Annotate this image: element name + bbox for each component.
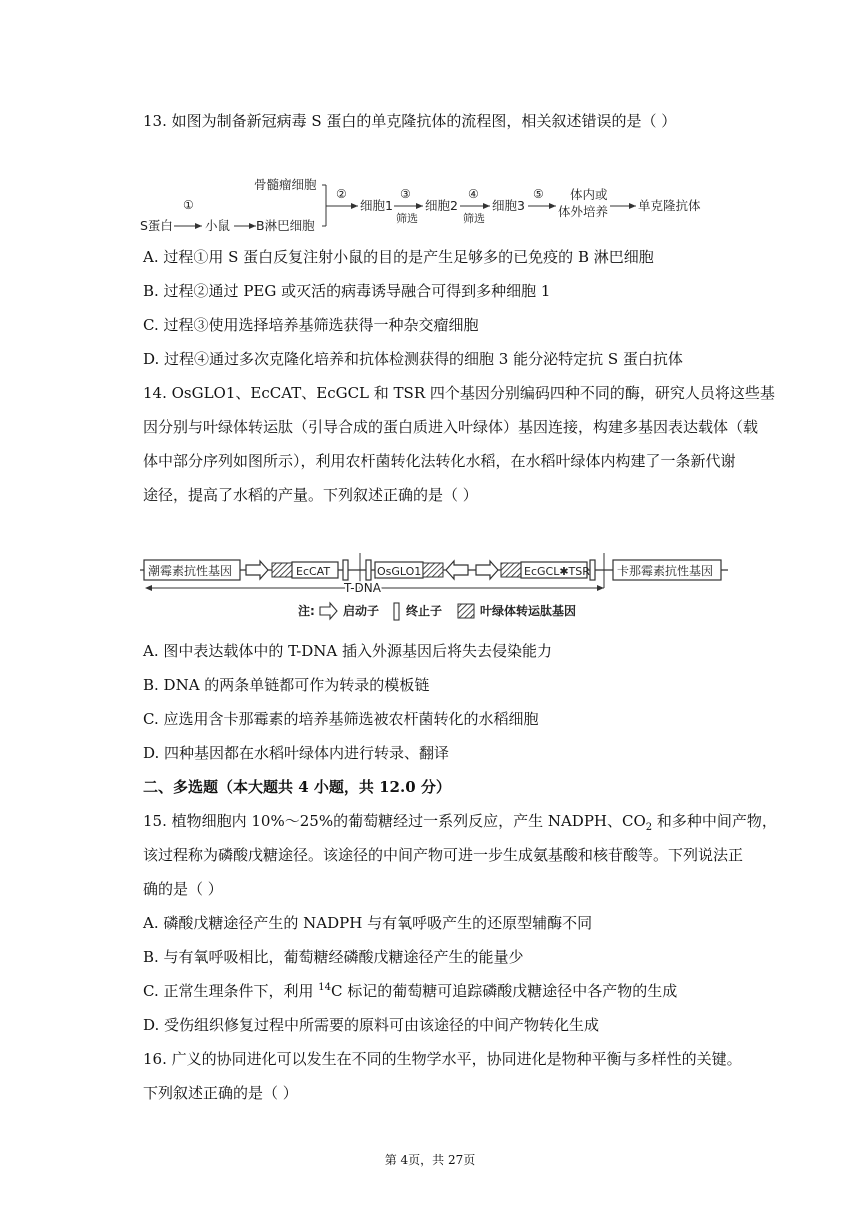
q16-stem-line-1: 16. 广义的协同进化可以发生在不同的生物学水平，协同进化是物种平衡与多样性的关键。 xyxy=(143,1050,742,1068)
legend-terminator: 终止子 xyxy=(406,604,443,618)
gene-osglo1: OsGLO1 xyxy=(377,565,422,578)
q15-option-b: B. 与有氧呼吸相比，葡萄糖经磷酸戊糖途径产生的能量少 xyxy=(143,948,524,966)
legend-note: 注: xyxy=(298,604,315,618)
q15-option-c: C. 正常生理条件下，利用 $^{14}$C 标记的葡萄糖可追踪磷酸戊糖途径中各产物的生成 xyxy=(143,982,678,1000)
legend-terminator-icon xyxy=(394,603,399,620)
gene-ecgcl-tsr: EcGCL✱TSR xyxy=(524,565,590,578)
q15-stem-line-3: 确的是（ ） xyxy=(143,880,223,898)
flow-screen4: 筛选 xyxy=(463,212,485,225)
flow-step5: ⑤ xyxy=(533,187,544,201)
q15-stem-line-1: 15. 植物细胞内 10%～25%的葡萄糖经过一系列反应，产生 NADPH、$CO_2$ 和多种中间产物， xyxy=(143,812,777,833)
q14-option-b: B. DNA 的两条单链都可作为转录的模板链 xyxy=(143,676,430,694)
q16-stem-line-2: 下列叙述正确的是（ ） xyxy=(143,1084,298,1102)
legend-promoter: 启动子 xyxy=(343,604,380,618)
q14-stem-line-2: 因分别与叶绿体转运肽（引导合成的蛋白质进入叶绿体）基因连接，构建多基因表达载体（载 xyxy=(143,418,759,436)
flow-step3: ③ xyxy=(400,187,411,201)
q14-stem-line-4: 途径，提高了水稻的产量。下列叙述正确的是（ ） xyxy=(143,486,478,504)
flow-s-protein: S蛋白 xyxy=(140,218,173,233)
q14-option-d: D. 四种基因都在水稻叶绿体内进行转录、翻译 xyxy=(143,744,450,762)
q13-flow-diagram xyxy=(138,172,718,238)
terminator-icon-2 xyxy=(366,560,371,580)
flow-step2: ② xyxy=(336,187,347,201)
legend-transit: 叶绿体转运肽基因 xyxy=(480,604,577,618)
legend-transit-icon xyxy=(458,604,474,618)
gene-hyg: 潮霉素抗性基因 xyxy=(148,564,233,578)
terminator-icon-1 xyxy=(343,560,348,580)
flow-step1: ① xyxy=(183,198,194,212)
flow-mouse: 小鼠 xyxy=(205,218,231,233)
promoter-icon-3 xyxy=(476,561,498,579)
q14-option-a: A. 图中表达载体中的 T-DNA 插入外源基因后将失去侵染能力 xyxy=(143,642,553,660)
section-2-heading: 二、多选题（本大题共 4 小题，共 12.0 分） xyxy=(143,778,451,796)
flow-step4: ④ xyxy=(468,187,479,201)
flow-culture-b: 体外培养 xyxy=(558,204,609,219)
flow-cell1: 细胞1 xyxy=(360,198,393,213)
q15-option-a: A. 磷酸戊糖途径产生的 NADPH 与有氧呼吸产生的还原型辅酶不同 xyxy=(143,914,593,932)
terminator-icon-3 xyxy=(590,560,595,580)
flow-cell3: 细胞3 xyxy=(492,198,525,213)
q13-option-c: C. 过程③使用选择培养基筛选获得一种杂交瘤细胞 xyxy=(143,316,479,334)
q13-option-a: A. 过程①用 S 蛋白反复注射小鼠的目的是产生足够多的已免疫的 B 淋巴细胞 xyxy=(143,248,654,266)
q14-stem-line-1: 14. OsGLO1、EcCAT、EcGCL 和 TSR 四个基因分别编码四种不同的酶，研究人员将这些基 xyxy=(143,384,775,402)
q13-stem: 13. 如图为制备新冠病毒 S 蛋白的单克隆抗体的流程图，相关叙述错误的是（ ） xyxy=(143,112,677,130)
flow-screen3: 筛选 xyxy=(396,212,418,225)
flow-antibody: 单克隆抗体 xyxy=(638,198,701,213)
flow-myeloma: 骨髓瘤细胞 xyxy=(254,177,317,192)
q13-option-b: B. 过程②通过 PEG 或灭活的病毒诱导融合可得到多种细胞 1 xyxy=(143,282,551,300)
gene-kan: 卡那霉素抗性基因 xyxy=(617,564,714,578)
flow-cell2: 细胞2 xyxy=(425,198,458,213)
legend-promoter-icon xyxy=(320,603,337,619)
gene-ecat: EcCAT xyxy=(296,565,331,578)
q14-option-c: C. 应选用含卡那霉素的培养基筛选被农杆菌转化的水稻细胞 xyxy=(143,710,539,728)
q15-option-d: D. 受伤组织修复过程中所需要的原料可由该途径的中间产物转化生成 xyxy=(143,1016,600,1034)
page-footer: 第 4页，共 27页 xyxy=(384,1153,476,1167)
q14-vector-diagram xyxy=(138,548,730,624)
q15-stem-line-2: 该过程称为磷酸戊糖途径。该途径的中间产物可进一步生成氨基酸和核苷酸等。下列说法正 xyxy=(143,846,744,864)
tdna-label: T-DNA xyxy=(344,581,381,595)
promoter-icon-1 xyxy=(246,561,268,579)
q13-option-d: D. 过程④通过多次克隆化培养和抗体检测获得的细胞 3 能分泌特定抗 S 蛋白抗体 xyxy=(143,350,683,368)
q14-stem-line-3: 体中部分序列如图所示），利用农杆菌转化法转化水稻，在水稻叶绿体内构建了一条新代谢 xyxy=(143,452,736,470)
flow-b-cell: B淋巴细胞 xyxy=(256,218,315,233)
promoter-icon-2 xyxy=(446,561,468,579)
flow-culture-a: 体内或 xyxy=(570,187,608,202)
